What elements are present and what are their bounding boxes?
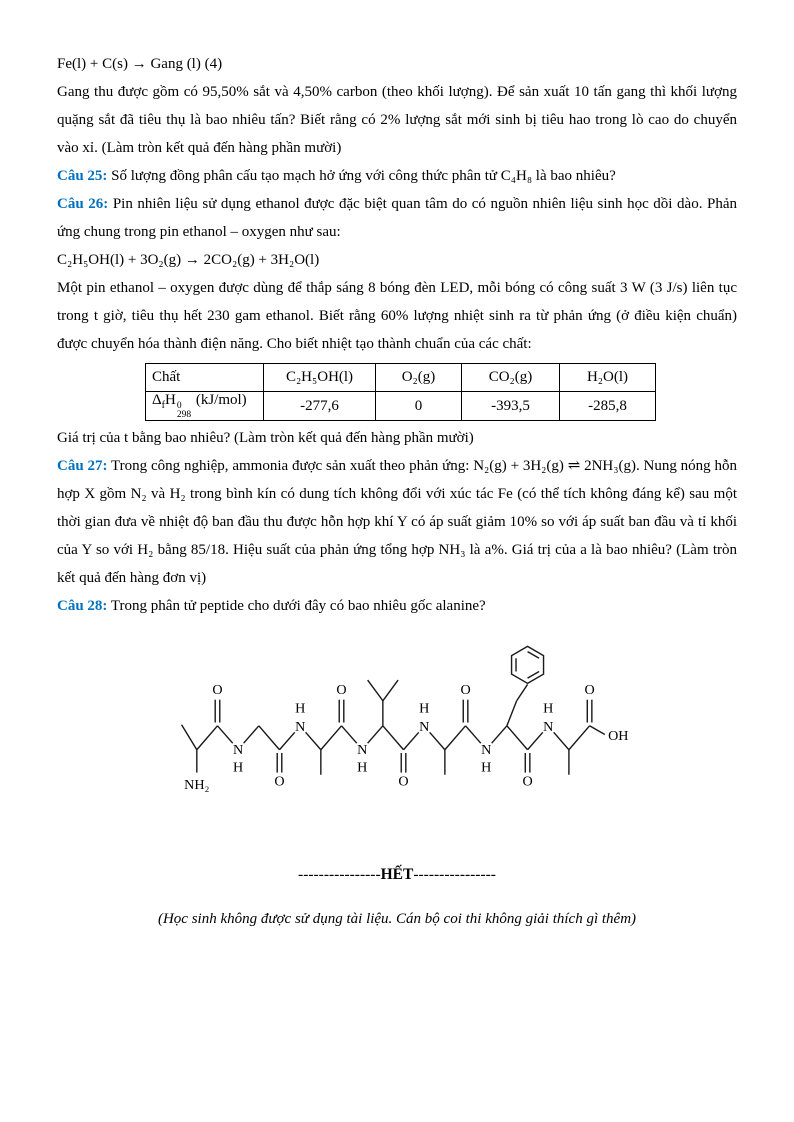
enthalpy-table-value-row — [146, 392, 656, 421]
enthalpy-table-header-row — [146, 364, 656, 392]
question-27-text: Trong công nghiệp, ammonia được sản xuất theo phản ứng: N₂(g) + 3H₂(g) ⇌ 2NH₃(g). Nung nóng hỗn hợp X gồm N₂ và H₂ trong bình kín có dung tích không đổi với xúc tác Fe (có thể tích không đáng kể) sau một thời gian đưa về nhiệt độ ban đầu thu được hỗn hợp khí Y có áp suất giảm 10% so với áp suất ban đầu và tỉ khối của Y so với H₂ bằng 85/18. Hiệu suất của phản ứng tổng hợp NH₃ là a%. Giá trị của a là bao nhiêu? (Làm tròn kết quả đến hàng đơn vị) — [57, 458, 738, 586]
amide-hydrogen-label: H — [357, 759, 368, 776]
carbonyl-oxygen-label: O — [212, 682, 223, 699]
delta-symbol: Δ — [152, 392, 162, 408]
enthalpy-value-ethanol: -277,6 — [264, 392, 376, 421]
enthalpy-supsub — [177, 402, 191, 420]
amide-hydrogen-label: H — [419, 700, 430, 717]
enthalpy-table — [145, 363, 656, 421]
amide-nitrogen-label: N — [233, 742, 244, 759]
table-header-co2: CO₂(g) — [462, 364, 560, 392]
amide-hydrogen-label: H — [233, 759, 244, 776]
exam-note: (Học sinh không được sử dụng tài liệu. Cán bộ coi thi không giải thích gì thêm) — [157, 910, 637, 927]
question-28-label: Câu 28: — [57, 598, 108, 614]
amide-nitrogen-label: N — [419, 719, 430, 736]
table-header-water: H₂O(l) — [560, 364, 656, 392]
enthalpy-symbol: H — [165, 392, 176, 408]
carbonyl-oxygen-label: O — [460, 682, 471, 699]
carbonyl-oxygen-label: O — [274, 773, 285, 790]
table-header-ethanol: C₂H₅OH(l) — [264, 364, 376, 392]
question-28-text: Trong phân tử peptide cho dưới đây có bao nhiêu gốc alanine? — [110, 598, 486, 614]
het-text: HẾT — [380, 866, 414, 883]
enthalpy-value-co2: -393,5 — [462, 392, 560, 421]
amine-label: NH₂ — [184, 776, 210, 793]
peptide-structure — [162, 630, 632, 802]
iron-carbon-equation: Fe(l) + C(s) → Gang (l) (4) — [57, 56, 223, 72]
carbonyl-oxygen-label: O — [584, 682, 595, 699]
het-dashes-right: ---------------- — [413, 866, 496, 883]
carbonyl-oxygen-label: O — [336, 682, 347, 699]
question-27 — [57, 452, 737, 592]
amide-hydrogen-label: H — [295, 700, 306, 717]
enthalpy-sup: 0 — [176, 401, 182, 411]
gang-paragraph: Gang thu được gồm có 95,50% sắt và 4,50% carbon (theo khối lượng). Để sản xuất 10 tấn gang thì khối lượng quặng sắt đã tiêu thụ là bao nhiêu tấn? Biết rằng có 2% lượng sắt mới sinh bị tiêu hao trong lò cao do chuyển vào xỉ. (Làm tròn kết quả đến hàng phần mười) — [57, 84, 737, 156]
question-26-text2: Một pin ethanol – oxygen được dùng để thắp sáng 8 bóng đèn LED, mỗi bóng có công suất 3 W (3 J/s) liên tục trong t giờ, tiêu thụ hết 230 gam ethanol. Biết rằng 60% lượng nhiệt sinh ra từ phản ứng (ở điều kiện chuẩn) được chuyển hóa thành điện năng. Cho biết nhiệt tạo thành chuẩn của các chất: — [57, 280, 737, 352]
question-28 — [57, 592, 737, 620]
amide-nitrogen-label: N — [295, 719, 306, 736]
amide-nitrogen-label: N — [481, 742, 492, 759]
question-27-label: Câu 27: — [57, 458, 108, 474]
het-dashes-left: ---------------- — [298, 866, 381, 883]
delta-sub-f: f — [161, 400, 165, 411]
table-row-label-enthalpy — [146, 392, 264, 421]
amide-hydrogen-label: H — [543, 700, 554, 717]
amide-nitrogen-label: N — [543, 719, 554, 736]
amide-hydrogen-label: H — [481, 759, 492, 776]
peptide-bonds — [182, 646, 605, 774]
question-25-text: Số lượng đồng phân cấu tạo mạch hở ứng với công thức phân tử C₄H₈ là bao nhiêu? — [111, 168, 616, 184]
peptide-structure-container — [57, 630, 737, 807]
carbonyl-oxygen-label: O — [398, 773, 409, 790]
table-header-substance: Chất — [146, 364, 264, 392]
enthalpy-value-oxygen: 0 — [376, 392, 462, 421]
question-26-text3: Giá trị của t bằng bao nhiêu? (Làm tròn kết quả đến hàng phần mười) — [57, 430, 474, 446]
question-25 — [57, 162, 737, 190]
question-25-label: Câu 25: — [57, 168, 108, 184]
end-of-exam-line — [57, 861, 737, 889]
hydroxyl-label: OH — [608, 727, 629, 744]
enthalpy-value-water: -285,8 — [560, 392, 656, 421]
question-26-label: Câu 26: — [57, 196, 109, 212]
question-26-text1: Pin nhiên liệu sử dụng ethanol được đặc biệt quan tâm do có nguồn nhiên liệu sinh học dồi dào. Phản ứng chung trong pin ethanol – oxygen như sau: — [57, 196, 738, 240]
table-header-oxygen: O₂(g) — [376, 364, 462, 392]
enthalpy-unit: (kJ/mol) — [195, 392, 247, 408]
ethanol-combustion-equation: C₂H₅OH(l) + 3O₂(g) → 2CO₂(g) + 3H₂O(l) — [57, 252, 320, 268]
carbonyl-oxygen-label: O — [522, 773, 533, 790]
amide-nitrogen-label: N — [357, 742, 368, 759]
enthalpy-sub: 298 — [176, 410, 192, 420]
question-26 — [57, 190, 737, 246]
